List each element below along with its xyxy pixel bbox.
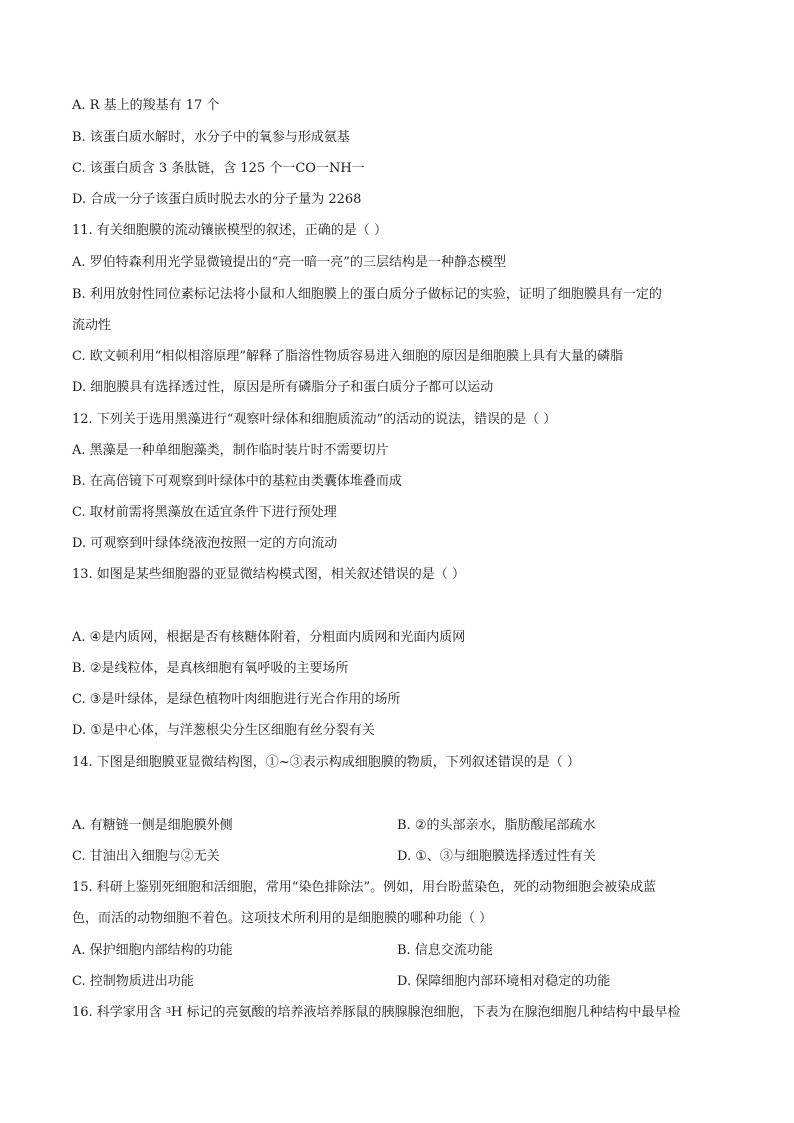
q11-option-b: B. 利用放射性同位素标记法将小鼠和人细胞膜上的蛋白质分子做标记的实验，证明了细胞膜具有一定的 [72, 287, 662, 302]
q10-option-a: A. R 基上的羧基有 17 个 [72, 98, 220, 113]
q13-option-c: C. ③是叶绿体，是绿色植物叶肉细胞进行光合作用的场所 [72, 692, 401, 707]
q12-option-d: D. 可观察到叶绿体绕液泡按照一定的方向流动 [72, 536, 338, 551]
q16-isotope-superscript: 3 [165, 1006, 172, 1015]
q15-option-a: A. 保护细胞内部结构的功能 [72, 943, 233, 958]
q15-option-b: B. 信息交流功能 [397, 943, 493, 958]
q13-option-a: A. ④是内质网，根据是否有核糖体附着，分粗面内质网和光面内质网 [72, 630, 466, 645]
q15-option-c: C. 控制物质进出功能 [72, 974, 194, 989]
q13-stem: 13. 如图是某些细胞器的亚显微结构模式图，相关叙述错误的是（ ） [72, 567, 465, 582]
q12-option-c: C. 取材前需将黑藻放在适宜条件下进行预处理 [72, 505, 337, 520]
q16-stem-prefix: 16. 科学家用含 [72, 1005, 166, 1020]
q11-option-a: A. 罗伯特森利用光学显微镜提出的“亮一暗一亮”的三层结构是一种静态模型 [72, 255, 506, 270]
q14-option-a: A. 有糖链一侧是细胞膜外侧 [72, 818, 233, 833]
q15-stem-line2: 色，而活的动物细胞不着色。这项技术所利用的是细胞膜的哪种功能（ ） [72, 911, 493, 926]
q11-option-c: C. 欧文顿利用“相似相溶原理”解释了脂溶性物质容易进入细胞的原因是细胞膜上具有大量的磷脂 [72, 349, 624, 364]
q14-option-d: D. ①、③与细胞膜选择透过性有关 [397, 849, 596, 864]
q11-stem: 11. 有关细胞膜的流动镶嵌模型的叙述，正确的是（ ） [72, 223, 387, 238]
q16-stem [72, 1005, 681, 1021]
q11-option-b-cont: 流动性 [72, 318, 112, 333]
q10-option-b: B. 该蛋白质水解时，水分子中的氧参与形成氨基 [72, 130, 350, 145]
q14-option-b: B. ②的头部亲水，脂肪酸尾部疏水 [397, 818, 596, 833]
q15-option-d: D. 保障细胞内部环境相对稳定的功能 [397, 974, 611, 989]
q12-option-a: A. 黑藻是一种单细胞藻类，制作临时装片时不需要切片 [72, 443, 389, 458]
q11-option-d: D. 细胞膜具有选择透过性，原因是所有磷脂分子和蛋白质分子都可以运动 [72, 380, 494, 395]
q13-option-b: B. ②是线粒体，是真核细胞有氧呼吸的主要场所 [72, 661, 349, 676]
q14-option-c: C. 甘油出入细胞与②无关 [72, 849, 220, 864]
q10-option-c: C. 该蛋白质含 3 条肽链，含 125 个一CO一NH一 [72, 161, 365, 176]
q10-option-d: D. 合成一分子该蛋白质时脱去水的分子量为 2268 [72, 192, 362, 207]
q14-stem: 14. 下图是细胞膜亚显微结构图，①~③表示构成细胞膜的物质，下列叙述错误的是（ ） [72, 755, 580, 770]
q15-stem-line1: 15. 科研上鉴别死细胞和活细胞，常用“染色排除法”。例如，用台盼蓝染色，死的动物细胞会被染成蓝 [72, 880, 657, 895]
q13-option-d: D. ①是中心体，与洋葱根尖分生区细胞有丝分裂有关 [72, 723, 375, 738]
q16-stem-suffix: H 标记的亮氨酸的培养液培养豚鼠的胰腺腺泡细胞，下表为在腺泡细胞几种结构中最早检 [171, 1005, 681, 1020]
q12-option-b: B. 在高倍镜下可观察到叶绿体中的基粒由类囊体堆叠而成 [72, 474, 402, 489]
q12-stem: 12. 下列关于选用黑藻进行“观察叶绿体和细胞质流动”的活动的说法，错误的是（ ） [72, 412, 557, 427]
